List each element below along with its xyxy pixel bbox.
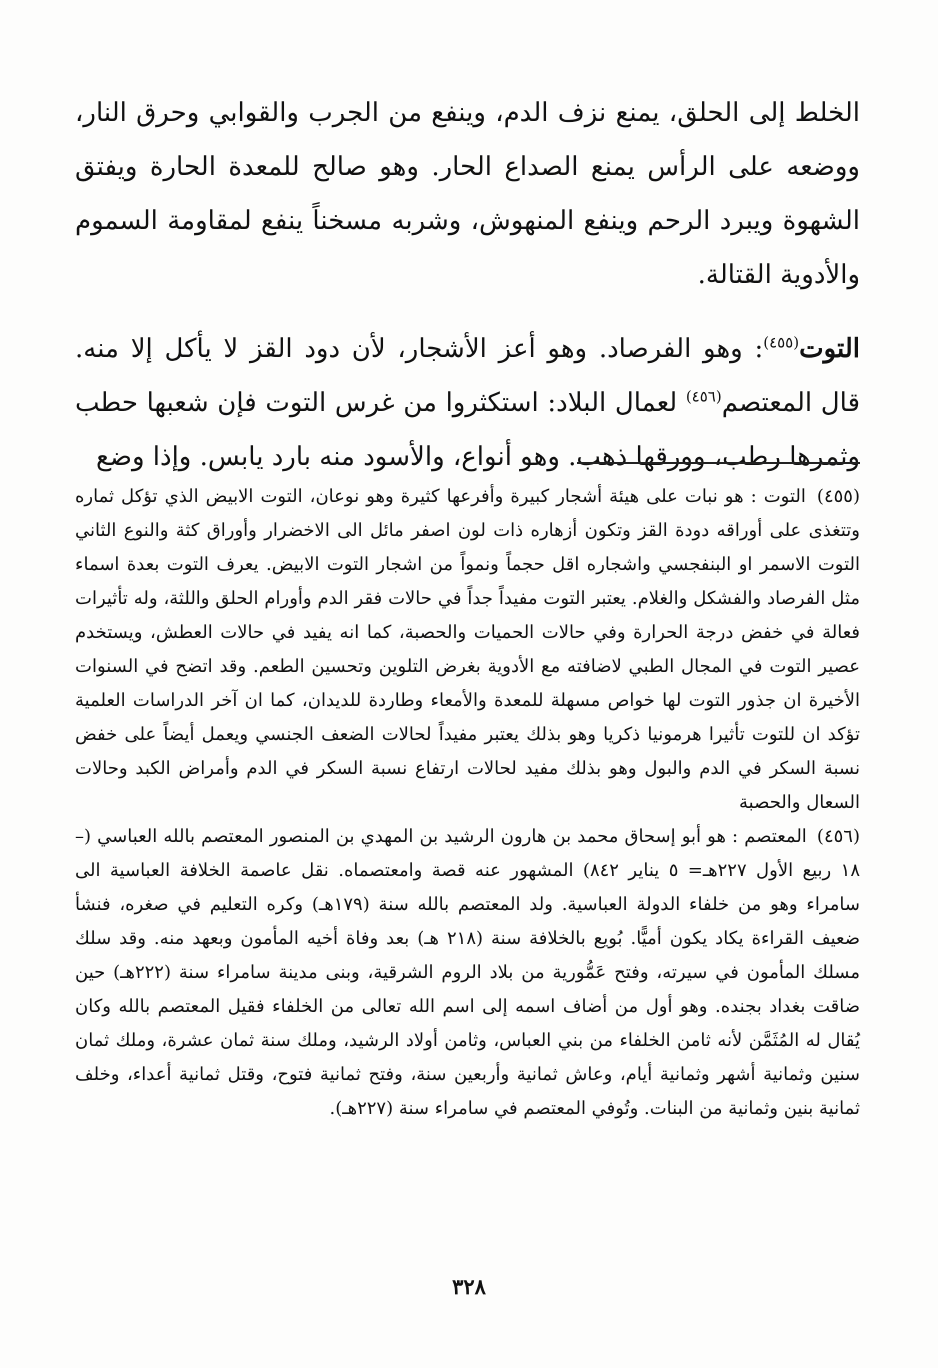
entry-term: التوت bbox=[799, 334, 860, 364]
footnote-455 bbox=[75, 480, 860, 820]
paragraph-1: الخلط إلى الحلق، يمنع نزف الدم، وينفع من الجرب والقوابي وحرق النار، ووضعه على الرأس يمنع الصداع الحار. وهو صالح للمعدة الحارة ويفتق الشهوة ويبرد الرحم وينفع المنهوش، وشربه مسخناً ينفع لمقاومة السموم والأدوية القتالة. bbox=[75, 98, 860, 290]
footnote-text: التوت : هو نبات على هيئة أشجار كبيرة وأفرعها كثيرة وهو نوعان، التوت الابيض الذي تؤكل ثماره وتتغذى على أوراقه دودة القز وتكون أزهاره ذات لون اصفر مائل الى الاخضرار وأوراق كثة والنوع الثاني التوت الاسمر او البنفجسي واشجاره اقل حجماً ونمواً من اشجار التوت الابيض. يعرف التوت بعدة اسماء مثل الفرصاد والفشكل والغلام. يعتبر التوت مفيداً جداً في حالات فقر الدم وأورام الحلق واللثة، وله تأثيرات فعالة في خفض درجة الحرارة وفي حالات الحميات والحصبة، كما انه يفيد في حالات العطش، ويستخدم عصير التوت في المجال الطبي لاضافته مع الأدوية بغرض التلوين وتحسين الطعم. وقد اتضح في السنوات الأخيرة ان جذور التوت لها خواص مسهلة للمعدة والأمعاء وطاردة للديدان، كما ان آخر الدراسات العلمية تؤكد ان للتوت تأثيرا هرمونيا ذكريا وهو بذلك يعتبر مفيداً لحالات الضعف الجنسي ويعمل أيضاً على خفض نسبة السكر في الدم والبول وهو بذلك مفيد لحالات ارتفاع نسبة السكر في الدم وأمراض الكبد وحالات السعال والحصبة bbox=[75, 486, 861, 813]
footnote-number: (٤٥٥) bbox=[816, 486, 860, 507]
footnotes bbox=[75, 480, 860, 1126]
footnote-number: (٤٥٦) bbox=[816, 826, 860, 847]
paragraph-2 bbox=[75, 322, 860, 484]
paragraph-2-text-a: : وهو الفرصاد. وهو أعز الأشجار، لأن دود القز لا يأكل إلا منه. قال المعتصم bbox=[75, 334, 860, 418]
footnote-separator bbox=[577, 462, 860, 464]
footnote-ref-455: (٤٥٥) bbox=[763, 333, 800, 352]
paragraph-2-text-b: لعمال البلاد: استكثروا من غرس التوت فإن شعبها حطب وثمرها رطب، وورقها ذهب. وهو أنواع، والأسود منه بارد يابس. وإذا وضع bbox=[75, 388, 860, 472]
footnote-456 bbox=[75, 820, 860, 1126]
main-text bbox=[75, 86, 860, 484]
footnote-text: المعتصم : هو أبو إسحاق محمد بن هارون الرشيد بن المهدي بن المنصور المعتصم بالله العباسي (– ١٨ ربيع الأول ٢٢٧هـ= ٥ يناير ٨٤٢) المشهور عنه قصة وامعتصماه. نقل عاصمة الخلافة العباسية الى سامراء وهو من خلفاء الدولة العباسية. ولد المعتصم بالله سنة (١٧٩هـ) وكره التعليم في صغره، فنشأ ضعيف القراءة يكاد يكون أميًّا. بُويع بالخلافة سنة (٢١٨ هـ) بعد وفاة أخيه المأمون وبعهد منه. وقد سلك مسلك المأمون في سيرته، وفتح عَمُّورية من بلاد الروم الشرقية، وبنى مدينة سامراء سنة (٢٢٢هـ) حين ضاقت بغداد بجنده. وهو أول من أضاف اسمه إلى اسم الله تعالى من الخلفاء فقيل المعتصم بالله وكان يُقال له المُثَمَّن لأنه ثامن الخلفاء من بني العباس، وثامن أولاد الرشيد، وملك سنة ثمان عشرة، وملك ثمان سنين وثمانية أشهر وثمانية أيام، وعاش ثمانية وأربعين سنة، وفتح ثمانية فتوح، وقتل ثمانية أعداء، وخلف ثمانية بنين وثمانية من البنات. وتُوفي المعتصم في سامراء سنة (٢٢٧هـ). bbox=[75, 826, 860, 1119]
footnote-ref-456: (٤٥٦) bbox=[685, 387, 722, 406]
page-number: ٣٢٨ bbox=[452, 1274, 486, 1299]
